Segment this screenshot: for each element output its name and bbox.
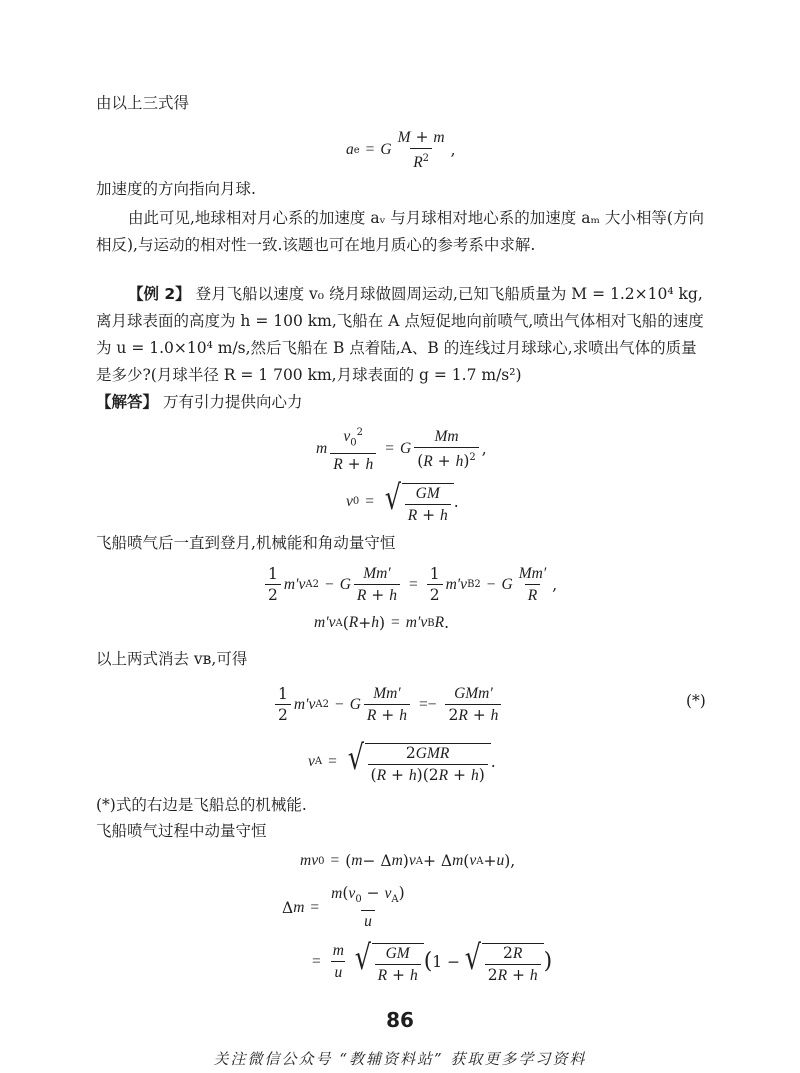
equation-delta-m: Δ m = $\frac{m(v_0 - v_A)}{u}$ [282, 884, 405, 931]
equation-star: $\frac{1}{2}$ m′v A 2 − G $\frac{Mm'}{R + h}$ =− $\frac{\text{GMm′}}{2R + h}$ [272, 684, 504, 725]
example-text: 登月飞船以速度 v₀ 绕月球做圆周运动,已知飞船质量为 M = 1.2×10⁴ kg,离月球表面的高度为 h = 100 km,飞船在 A 点短促地向前喷气,喷出气体相对飞船的速度为 u = 1.0×10⁴ m/s,然后飞船在 B 点着陆,A、B 的连线过月球球心,求喷出气体的质量是多少?(月球半径 R = 1 700 km,月球表面的 g = 1.7 m/s²) [96, 285, 704, 384]
equation-angular-momentum: m′v A ( R + h ) = m′v B R . [314, 614, 450, 632]
equation-centripetal: m $\frac{v_0^2}{R + h}$ = G $\frac{Mm}{(R + h)^2}$ , [316, 427, 487, 474]
equation-delta-m-result: = $\frac{m}{u}$ √ $\frac{GM}{R + h}$ ( 1 − √ $\frac{2R}{2R + h}$ ) [312, 938, 553, 984]
example-tag: 【例 2】 [128, 285, 191, 303]
page-number: 86 [386, 1008, 414, 1032]
text-intro: 由以上三式得 [96, 94, 190, 112]
equation-energy: $\frac{1}{2}$ m′v A 2 − G $\frac{Mm'}{R + h}$ = $\frac{1}{2}$ m′v B 2 − G $\frac{Mm'}{R}$ , [262, 564, 557, 605]
text-conservation: 飞船喷气后一直到登月,机械能和角动量守恒 [96, 534, 396, 552]
footer-watermark: 关注微信公众号 “教辅资料站” 获取更多学习资料 [213, 1050, 587, 1068]
text-momentum: 飞船喷气过程中动量守恒 [96, 822, 267, 840]
equation-momentum: mv 0 = ( m − Δ m ) v A + Δ m ( v A + u ), [300, 852, 516, 870]
equation-va: v A = √ $\frac{\text{2GMR}}{(R + h)(2R + h)}$ . [308, 738, 496, 784]
equation-label: (*) [686, 692, 706, 710]
example-2 [96, 281, 708, 389]
answer-heading [96, 389, 708, 416]
equation-v0: v 0 = √ $\frac{GM}{R + h}$ . [346, 478, 459, 524]
equation-acceleration: a e = G $\frac{M + m}{R^2}$ , [346, 128, 456, 172]
text-conclusion: 由此可见,地球相对月心系的加速度 aᵥ 与月球相对地心系的加速度 aₘ 大小相等(方向相反),与运动的相对性一致.该题也可在地月质心的参考系中求解. [96, 209, 704, 254]
text-direction: 加速度的方向指向月球. [96, 180, 256, 198]
text-energy-note: (*)式的右边是飞船总的机械能. [96, 796, 307, 814]
text-eliminate: 以上两式消去 vʙ,可得 [96, 650, 248, 668]
answer-tag: 【解答】 [96, 393, 159, 411]
answer-text: 万有引力提供向心力 [162, 393, 303, 411]
